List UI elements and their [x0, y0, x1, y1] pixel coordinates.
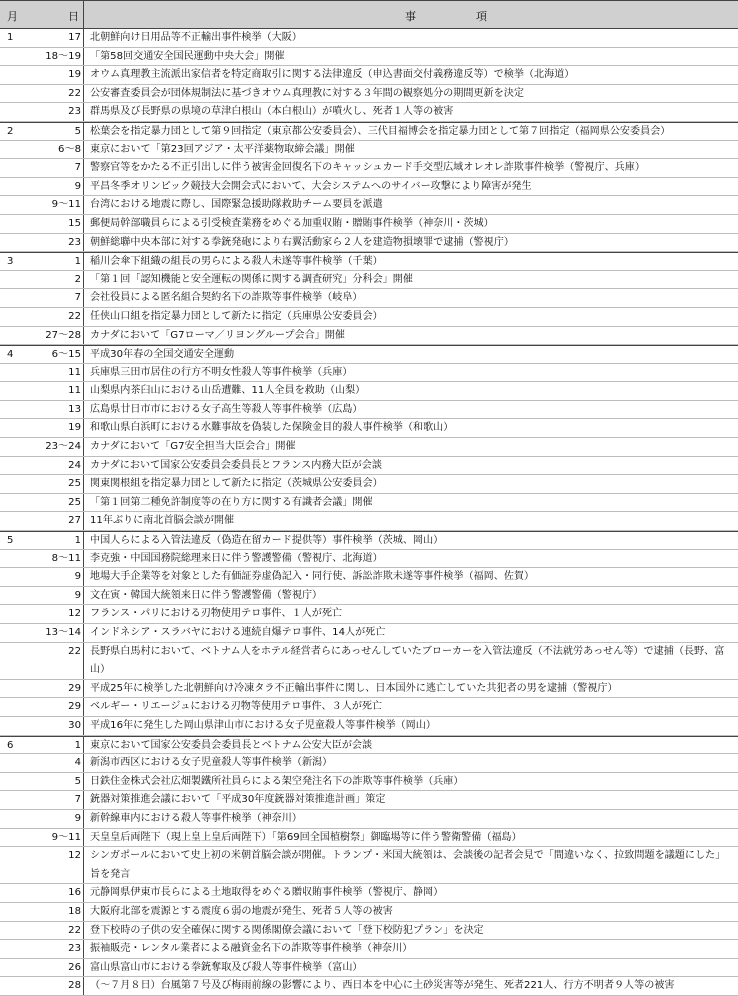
- table-row: [0, 531, 738, 550]
- cell-event: 平成30年春の全国交通安全運動: [90, 349, 235, 361]
- cell-event: 「第１回第二種免許制度等の在り方に関する有識者会議」開催: [90, 496, 373, 508]
- column-divider: [83, 289, 84, 307]
- table-row: [0, 85, 738, 104]
- cell-day: 25: [68, 478, 81, 490]
- cell-day: 23: [68, 236, 81, 248]
- table-row: [0, 29, 738, 48]
- cell-event: 郵便局幹部職員らによる引受検査業務をめぐる加重収賄・贈賄事件検挙（神奈川・茨城）: [90, 217, 494, 229]
- table-row: [0, 438, 738, 457]
- cell-event: 平成16年に発生した岡山県津山市における女子児童殺人等事件検挙（岡山）: [90, 719, 436, 731]
- column-divider: [83, 847, 84, 883]
- table-row: [0, 103, 738, 122]
- cell-day: 16: [68, 887, 81, 899]
- cell-event: オウム真理教主流派出家信者を特定商取引に関する法律違反（申込書面交付義務違反等）で検挙（北海道）: [90, 69, 575, 81]
- table-row: [0, 382, 738, 401]
- table-row: [0, 736, 738, 755]
- column-divider: [83, 215, 84, 233]
- column-divider: [83, 959, 84, 977]
- cell-day: 6～8: [58, 143, 81, 155]
- cell-event: 兵庫県三田市居住の行方不明女性殺人等事件検挙（兵庫）: [90, 366, 353, 378]
- column-divider: [83, 737, 84, 754]
- cell-event: 地場大手企業等を対象とした有価証券虚偽記入・同行使、訴訟詐欺未遂等事件検挙（福岡、佐賀）: [90, 571, 535, 583]
- column-divider: [83, 754, 84, 772]
- table-row: [0, 959, 738, 978]
- cell-day: 11: [68, 385, 81, 397]
- table-row: [0, 178, 738, 197]
- cell-day: 22: [68, 645, 81, 657]
- cell-event: 大阪府北部を震源とする震度６弱の地震が発生、死者５人等の被害: [90, 905, 393, 917]
- cell-day: 30: [68, 719, 81, 731]
- cell-day: 13: [68, 403, 81, 415]
- cell-event: 長野県白馬村において、ベトナム人をホテル経営者らにあっせんしていたブローカーを入管法違反（不法就労あっせん等）で逮捕（長野、富山）: [90, 645, 725, 676]
- cell-day: 23: [68, 943, 81, 955]
- cell-day: 26: [68, 961, 81, 973]
- table-row: [0, 791, 738, 810]
- table-row: [0, 345, 738, 364]
- column-divider: [83, 48, 84, 66]
- cell-event: 北朝鮮向け日用品等不正輸出事件検挙（大阪）: [90, 32, 302, 43]
- cell-event: 松葉会を指定暴力団として第９回指定（東京都公安委員会）、三代目福博会を指定暴力団として第７回指定（福岡県公安委員会）: [90, 125, 671, 137]
- cell-day: 11: [68, 366, 81, 378]
- cell-event: 警察官等をかたる不正引出しに伴う被害金回復名下のキャッシュカード手交型広域オレオレ詐欺事件検挙（警視庁、兵庫）: [90, 162, 645, 174]
- table-row: [0, 66, 738, 85]
- column-divider: [83, 103, 84, 121]
- table-row: [0, 512, 738, 531]
- table-row: [0, 680, 738, 699]
- column-divider: [83, 364, 84, 382]
- column-divider: [83, 884, 84, 902]
- table-row: [0, 401, 738, 420]
- cell-event: 元静岡県伊東市長らによる土地取得をめぐる贈収賄事件検挙（警視庁、静岡）: [90, 887, 444, 899]
- column-divider: [83, 624, 84, 642]
- cell-event: 新幹線車内における殺人等事件検挙（神奈川）: [90, 812, 302, 824]
- cell-day: 27～28: [45, 329, 81, 341]
- cell-event: 天皇皇后両陛下（現上皇上皇后両陛下）「第69回全国植樹祭」御臨場等に伴う警衛警備（福島）: [90, 831, 522, 843]
- table-row: [0, 308, 738, 327]
- column-divider: [83, 475, 84, 493]
- column-divider: [83, 29, 84, 47]
- cell-event: ベルギー・リエージュにおける刃物等使用テロ事件、３人が死亡: [90, 701, 383, 713]
- cell-event: インドネシア・スラバヤにおける連続自爆テロ事件、14人が死亡: [90, 627, 386, 638]
- cell-day: 7: [74, 794, 81, 806]
- column-divider: [83, 382, 84, 400]
- column-divider: [83, 773, 84, 791]
- column-divider: [83, 1, 84, 28]
- cell-event: 日鉄住金株式会社広畑製鐵所社員らによる架空発注名下の詐欺等事件検挙（兵庫）: [90, 775, 464, 787]
- cell-day: 4: [74, 757, 81, 769]
- cell-day: 23: [68, 106, 81, 118]
- cell-event: 稲川会傘下組織の組長の男らによる殺人未遂等事件検挙（千葉）: [90, 256, 383, 268]
- header-day: 日: [68, 10, 79, 23]
- column-divider: [83, 922, 84, 940]
- table-row: [0, 847, 738, 884]
- column-divider: [83, 234, 84, 252]
- column-divider: [83, 605, 84, 623]
- table-row: [0, 122, 738, 141]
- column-divider: [83, 66, 84, 84]
- cell-month: 2: [7, 125, 14, 137]
- table-row: [0, 624, 738, 643]
- column-divider: [83, 977, 84, 995]
- cell-day: 9～11: [51, 831, 81, 843]
- cell-day: 5: [74, 125, 81, 137]
- table-row: [0, 717, 738, 736]
- cell-event: 東京において「第23回アジア・太平洋薬物取締会議」開催: [90, 143, 355, 155]
- cell-month: 5: [7, 535, 14, 547]
- column-divider: [83, 698, 84, 716]
- cell-day: 1: [74, 535, 81, 547]
- cell-event: 和歌山県白浜町における水難事故を偽装した保険金目的殺人事件検挙（和歌山）: [90, 422, 454, 434]
- cell-event: 登下校時の子供の安全確保に関する関係閣僚会議において「登下校防犯プラン」を決定: [90, 924, 484, 936]
- cell-day: 15: [68, 217, 81, 229]
- cell-day: 12: [68, 608, 81, 620]
- cell-day: 22: [68, 924, 81, 936]
- table-row: [0, 903, 738, 922]
- cell-month: 1: [7, 32, 14, 43]
- column-divider: [83, 178, 84, 196]
- table-row: [0, 196, 738, 215]
- cell-event: 山梨県内茶臼山における山岳遭難、11人全員を救助（山梨）: [90, 385, 366, 397]
- cell-day: 19: [68, 69, 81, 81]
- column-divider: [83, 717, 84, 735]
- cell-day: 29: [68, 682, 81, 694]
- cell-day: 2: [74, 273, 81, 285]
- cell-day: 7: [74, 292, 81, 304]
- cell-event: 公安審査委員会が団体規制法に基づきオウム真理教に対する３年間の観察処分の期間更新を決定: [90, 87, 524, 99]
- cell-event: 「第58回交通安全国民運動中央大会」開催: [90, 50, 285, 62]
- table-row: [0, 141, 738, 160]
- column-divider: [83, 271, 84, 289]
- cell-day: 1: [74, 256, 81, 268]
- table-row: [0, 754, 738, 773]
- table-row: [0, 48, 738, 67]
- column-divider: [83, 587, 84, 605]
- cell-month: 4: [7, 349, 14, 361]
- header-month: 月: [7, 10, 18, 23]
- cell-event: （～７月８日）台風第７号及び梅雨前線の影響により、西日本を中心に土砂災害等が発生、死者221人、行方不明者９人等の被害: [90, 980, 675, 992]
- column-divider: [83, 903, 84, 921]
- column-divider: [83, 141, 84, 159]
- header-event: 事項: [405, 10, 547, 23]
- cell-day: 28: [68, 980, 81, 992]
- cell-day: 25: [68, 496, 81, 508]
- cell-day: 6～15: [51, 349, 81, 361]
- column-divider: [83, 940, 84, 958]
- cell-event: 広島県廿日市市における女子高生等殺人等事件検挙（広島）: [90, 403, 363, 415]
- table-row: [0, 289, 738, 308]
- column-divider: [83, 159, 84, 177]
- table-row: [0, 940, 738, 959]
- cell-day: 23～24: [45, 441, 81, 453]
- column-divider: [83, 419, 84, 437]
- cell-event: 関東関根組を指定暴力団として新たに指定（茨城県公安委員会）: [90, 478, 383, 490]
- cell-day: 9～11: [51, 199, 81, 211]
- table-row: [0, 922, 738, 941]
- column-divider: [83, 327, 84, 345]
- cell-day: 18: [68, 905, 81, 917]
- table-row: [0, 475, 738, 494]
- cell-day: 9: [74, 180, 81, 192]
- table-row: [0, 810, 738, 829]
- cell-day: 18～19: [45, 50, 81, 62]
- cell-event: 中国人らによる入管法違反（偽造在留カード提供等）事件検挙（茨城、岡山）: [90, 535, 444, 547]
- table-row: [0, 605, 738, 624]
- column-divider: [83, 643, 84, 679]
- cell-event: 平昌冬季オリンピック競技大会開会式において、大会システムへのサイバー攻撃により障害が発生: [90, 180, 532, 192]
- column-divider: [83, 829, 84, 847]
- table-row: [0, 643, 738, 680]
- column-divider: [83, 346, 84, 363]
- cell-event: 東京において国家公安委員会委員長とベトナム公安大臣が会談: [90, 739, 373, 751]
- column-divider: [83, 494, 84, 512]
- column-divider: [83, 568, 84, 586]
- cell-event: 文在寅・韓国大統領来日に伴う警護警備（警視庁）: [90, 589, 323, 601]
- cell-event: 任侠山口組を指定暴力団として新たに指定（兵庫県公安委員会）: [90, 310, 383, 322]
- cell-event: 李克強・中国国務院総理来日に伴う警護警備（警視庁、北海道）: [90, 552, 383, 564]
- cell-day: 27: [68, 515, 81, 527]
- table-row: [0, 494, 738, 513]
- column-divider: [83, 401, 84, 419]
- table-row: [0, 977, 738, 996]
- cell-event: 振袖販売・レンタル業者による融資金名下の詐欺等事件検挙（神奈川）: [90, 943, 413, 955]
- column-divider: [83, 253, 84, 270]
- cell-event: カナダにおいて「G7ローマ／リヨングループ会合」開催: [90, 329, 345, 341]
- cell-day: 22: [68, 310, 81, 322]
- cell-day: 29: [68, 701, 81, 713]
- cell-event: 「第１回「認知機能と安全運転の関係に関する調査研究」分科会」開催: [90, 273, 413, 285]
- table-row: [0, 568, 738, 587]
- cell-day: 22: [68, 87, 81, 99]
- column-divider: [83, 196, 84, 214]
- cell-event: 朝鮮総聯中央本部に対する拳銃発砲により右翼活動家ら２人を建造物損壊罪で逮捕（警視庁）: [90, 236, 514, 248]
- cell-event: 会社役員による匿名組合契約名下の詐欺等事件検挙（岐阜）: [90, 292, 363, 304]
- cell-day: 9: [74, 571, 81, 583]
- cell-event: 台湾における地震に際し、国際緊急援助隊救助チーム要員を派遣: [90, 199, 383, 211]
- cell-day: 8～11: [51, 552, 81, 564]
- table-row: [0, 215, 738, 234]
- table-row: [0, 587, 738, 606]
- cell-event: フランス・パリにおける刃物使用テロ事件、１人が死亡: [90, 608, 343, 620]
- cell-day: 9: [74, 589, 81, 601]
- cell-day: 7: [74, 162, 81, 174]
- cell-day: 17: [68, 32, 81, 43]
- cell-event: 富山県富山市における拳銃奪取及び殺人等事件検挙（富山）: [90, 961, 363, 973]
- table-row: [0, 550, 738, 569]
- table-row: [0, 159, 738, 178]
- cell-day: 24: [68, 459, 81, 471]
- column-divider: [83, 308, 84, 326]
- table-row: [0, 252, 738, 271]
- cell-event: カナダにおいて「G7安全担当大臣会合」開催: [90, 441, 296, 453]
- column-divider: [83, 438, 84, 456]
- column-divider: [83, 123, 84, 140]
- column-divider: [83, 85, 84, 103]
- cell-event: 新潟市西区における女子児童殺人等事件検挙（新潟）: [90, 757, 333, 769]
- table-row: [0, 773, 738, 792]
- cell-day: 5: [74, 775, 81, 787]
- cell-day: 13～14: [45, 627, 81, 638]
- cell-event: 11年ぶりに南北首脳会談が開催: [90, 515, 235, 527]
- table-row: [0, 698, 738, 717]
- column-divider: [83, 550, 84, 568]
- column-divider: [83, 810, 84, 828]
- cell-day: 9: [74, 812, 81, 824]
- table-body: [0, 29, 738, 996]
- column-divider: [83, 457, 84, 475]
- table-row: [0, 884, 738, 903]
- column-divider: [83, 791, 84, 809]
- column-divider: [83, 512, 84, 530]
- column-divider: [83, 680, 84, 698]
- cell-event: 群馬県及び長野県の県境の草津白根山（本白根山）が噴火し、死者１人等の被害: [90, 106, 454, 118]
- table-row: [0, 829, 738, 848]
- cell-day: 12: [68, 850, 81, 862]
- cell-event: カナダにおいて国家公安委員会委員長とフランス内務大臣が会談: [90, 459, 382, 471]
- table-row: [0, 419, 738, 438]
- cell-event: 平成25年に検挙した北朝鮮向け冷凍タラ不正輸出事件に関し、日本国外に逃亡していた共犯者の男を逮捕（警視庁）: [90, 682, 618, 694]
- table-row: [0, 271, 738, 290]
- cell-event: シンガポールにおいて史上初の米朝首脳会談が開催。トランプ・米国大統領は、会談後の記者会見で「間違いなく、拉致問題を議題にした」旨を発言: [90, 850, 726, 880]
- table-header: [0, 1, 738, 29]
- table-row: [0, 364, 738, 383]
- cell-month: 6: [7, 739, 14, 751]
- cell-event: 銃器対策推進会議において「平成30年度銃器対策推進計画」策定: [90, 794, 386, 806]
- cell-month: 3: [7, 256, 14, 268]
- cell-day: 1: [74, 739, 81, 751]
- table-row: [0, 234, 738, 253]
- table-row: [0, 457, 738, 476]
- column-divider: [83, 532, 84, 549]
- cell-day: 19: [68, 422, 81, 434]
- table-row: [0, 327, 738, 346]
